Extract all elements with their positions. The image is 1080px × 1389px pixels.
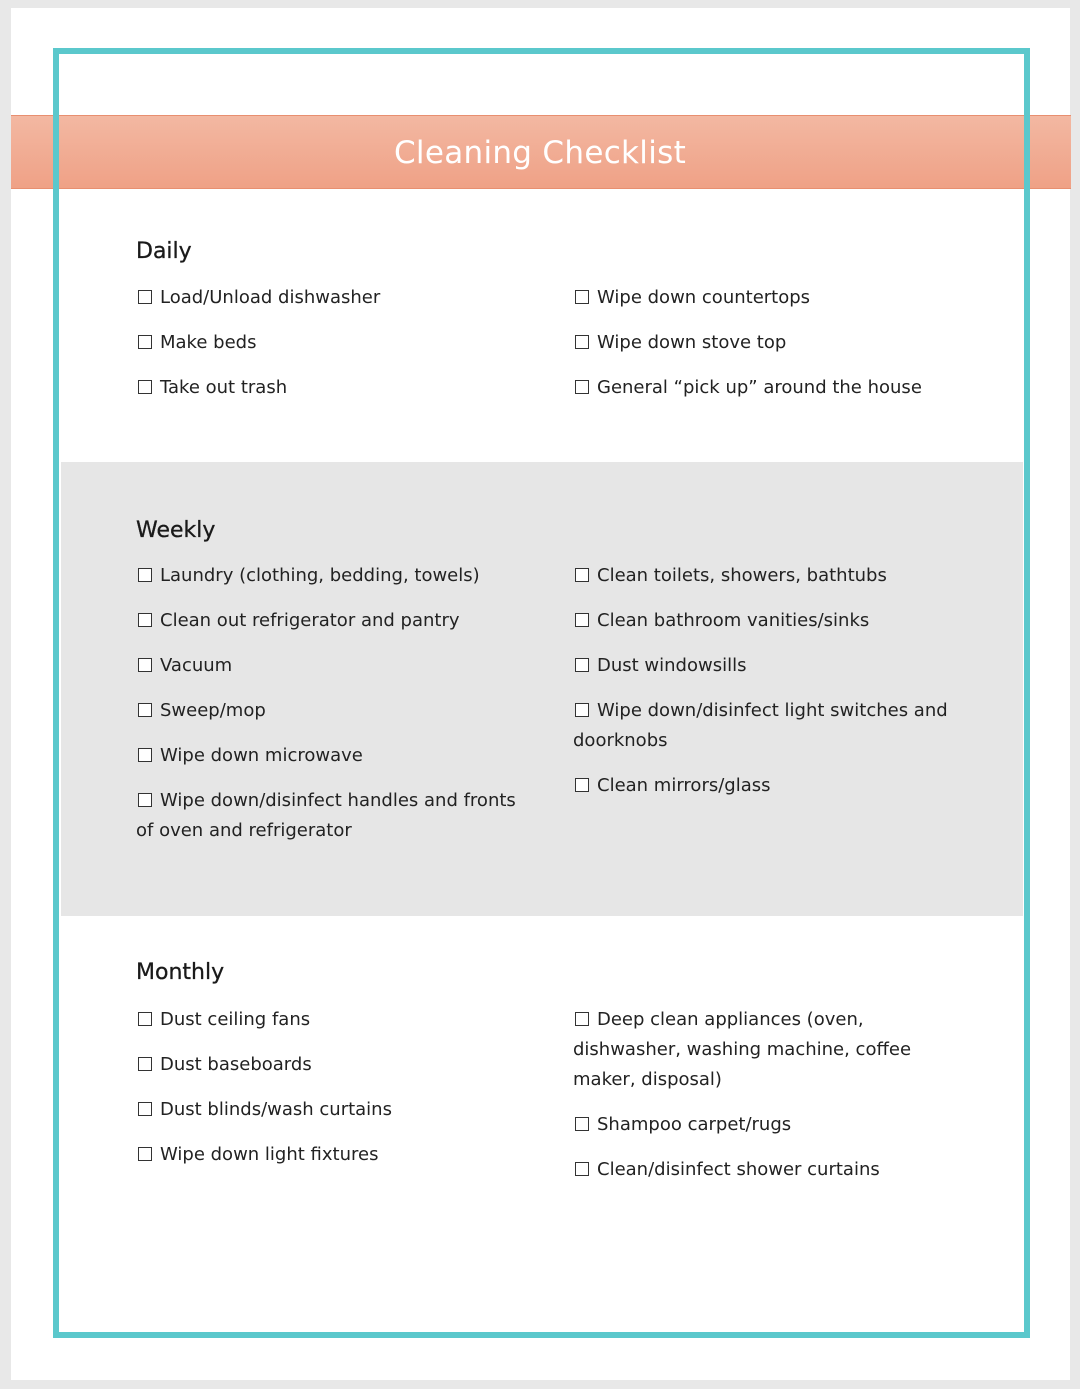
checklist-item-label: Wipe down light fixtures xyxy=(160,1144,379,1165)
checklist-item xyxy=(573,328,973,358)
checklist-item-label: Load/Unload dishwasher xyxy=(160,287,381,308)
checklist-item-label: Wipe down stove top xyxy=(597,332,787,353)
checklist-item-label: Clean bathroom vanities/sinks xyxy=(597,610,870,631)
checkbox-icon[interactable] xyxy=(138,793,152,807)
monthly-left-list xyxy=(136,1005,516,1185)
checkbox-icon[interactable] xyxy=(575,335,589,349)
checkbox-icon[interactable] xyxy=(575,568,589,582)
daily-right-list xyxy=(573,283,973,418)
checklist-item xyxy=(573,651,973,681)
checkbox-icon[interactable] xyxy=(575,1012,589,1026)
checkbox-icon[interactable] xyxy=(575,380,589,394)
checklist-item-label: Dust windowsills xyxy=(597,655,747,676)
daily-heading: Daily xyxy=(136,239,192,264)
checklist-item-label: Wipe down/disinfect light switches and doorknobs xyxy=(573,700,948,751)
checklist-item xyxy=(573,373,973,403)
checklist-item xyxy=(136,1095,516,1125)
checklist-item xyxy=(136,741,516,771)
checklist-item-label: Clean mirrors/glass xyxy=(597,775,771,796)
checkbox-icon[interactable] xyxy=(138,658,152,672)
checklist-item-label: Clean toilets, showers, bathtubs xyxy=(597,565,887,586)
checklist-item xyxy=(573,283,973,313)
weekly-right-list xyxy=(573,561,973,816)
checkbox-icon[interactable] xyxy=(575,290,589,304)
checkbox-icon[interactable] xyxy=(575,658,589,672)
checkbox-icon[interactable] xyxy=(138,335,152,349)
checklist-item xyxy=(573,1110,973,1140)
checkbox-icon[interactable] xyxy=(138,568,152,582)
checkbox-icon[interactable] xyxy=(575,703,589,717)
checklist-item xyxy=(136,651,516,681)
checklist-item xyxy=(573,1155,973,1185)
checklist-item-label: Wipe down microwave xyxy=(160,745,363,766)
daily-left-list xyxy=(136,283,516,418)
checklist-item-label: Sweep/mop xyxy=(160,700,266,721)
monthly-heading: Monthly xyxy=(136,960,225,985)
checklist-item xyxy=(573,696,973,756)
checkbox-icon[interactable] xyxy=(138,1012,152,1026)
checklist-item-label: Dust ceiling fans xyxy=(160,1009,311,1030)
checklist-item xyxy=(136,1140,516,1170)
checklist-item-label: Dust baseboards xyxy=(160,1054,312,1075)
checklist-item xyxy=(573,561,973,591)
checklist-item xyxy=(136,606,516,636)
checklist-item-label: Take out trash xyxy=(160,377,288,398)
checklist-item-label: Shampoo carpet/rugs xyxy=(597,1114,792,1135)
checklist-item xyxy=(136,1050,516,1080)
checkbox-icon[interactable] xyxy=(575,1117,589,1131)
checkbox-icon[interactable] xyxy=(575,778,589,792)
checklist-item xyxy=(136,696,516,726)
checklist-item xyxy=(136,328,516,358)
checkbox-icon[interactable] xyxy=(138,290,152,304)
checklist-item-label: Wipe down/disinfect handles and fronts of oven and refrigerator xyxy=(136,790,516,841)
checklist-item-label: Make beds xyxy=(160,332,257,353)
checklist-item-label: General “pick up” around the house xyxy=(597,377,922,398)
checklist-item xyxy=(573,771,973,801)
checklist-item xyxy=(136,373,516,403)
checklist-item-label: Laundry (clothing, bedding, towels) xyxy=(160,565,480,586)
checkbox-icon[interactable] xyxy=(138,1057,152,1071)
checkbox-icon[interactable] xyxy=(138,703,152,717)
checkbox-icon[interactable] xyxy=(575,1162,589,1176)
weekly-heading: Weekly xyxy=(136,518,216,543)
weekly-left-list xyxy=(136,561,516,861)
checklist-item-label: Dust blinds/wash curtains xyxy=(160,1099,392,1120)
checklist-item xyxy=(573,606,973,636)
checkbox-icon[interactable] xyxy=(575,613,589,627)
checkbox-icon[interactable] xyxy=(138,748,152,762)
checklist-item xyxy=(573,1005,973,1095)
checklist-item-label: Clean/disinfect shower curtains xyxy=(597,1159,880,1180)
checkbox-icon[interactable] xyxy=(138,1147,152,1161)
checklist-item xyxy=(136,561,516,591)
checklist-item-label: Wipe down countertops xyxy=(597,287,811,308)
checklist-item xyxy=(136,786,516,846)
monthly-right-list xyxy=(573,1005,973,1200)
checklist-item-label: Deep clean appliances (oven, dishwasher, washing machine, coffee maker, disposal) xyxy=(573,1009,912,1090)
page-title: Cleaning Checklist xyxy=(393,135,687,171)
checkbox-icon[interactable] xyxy=(138,380,152,394)
checklist-item xyxy=(136,283,516,313)
checklist-item xyxy=(136,1005,516,1035)
checkbox-icon[interactable] xyxy=(138,613,152,627)
checklist-item-label: Clean out refrigerator and pantry xyxy=(160,610,460,631)
checklist-item-label: Vacuum xyxy=(160,655,233,676)
checkbox-icon[interactable] xyxy=(138,1102,152,1116)
